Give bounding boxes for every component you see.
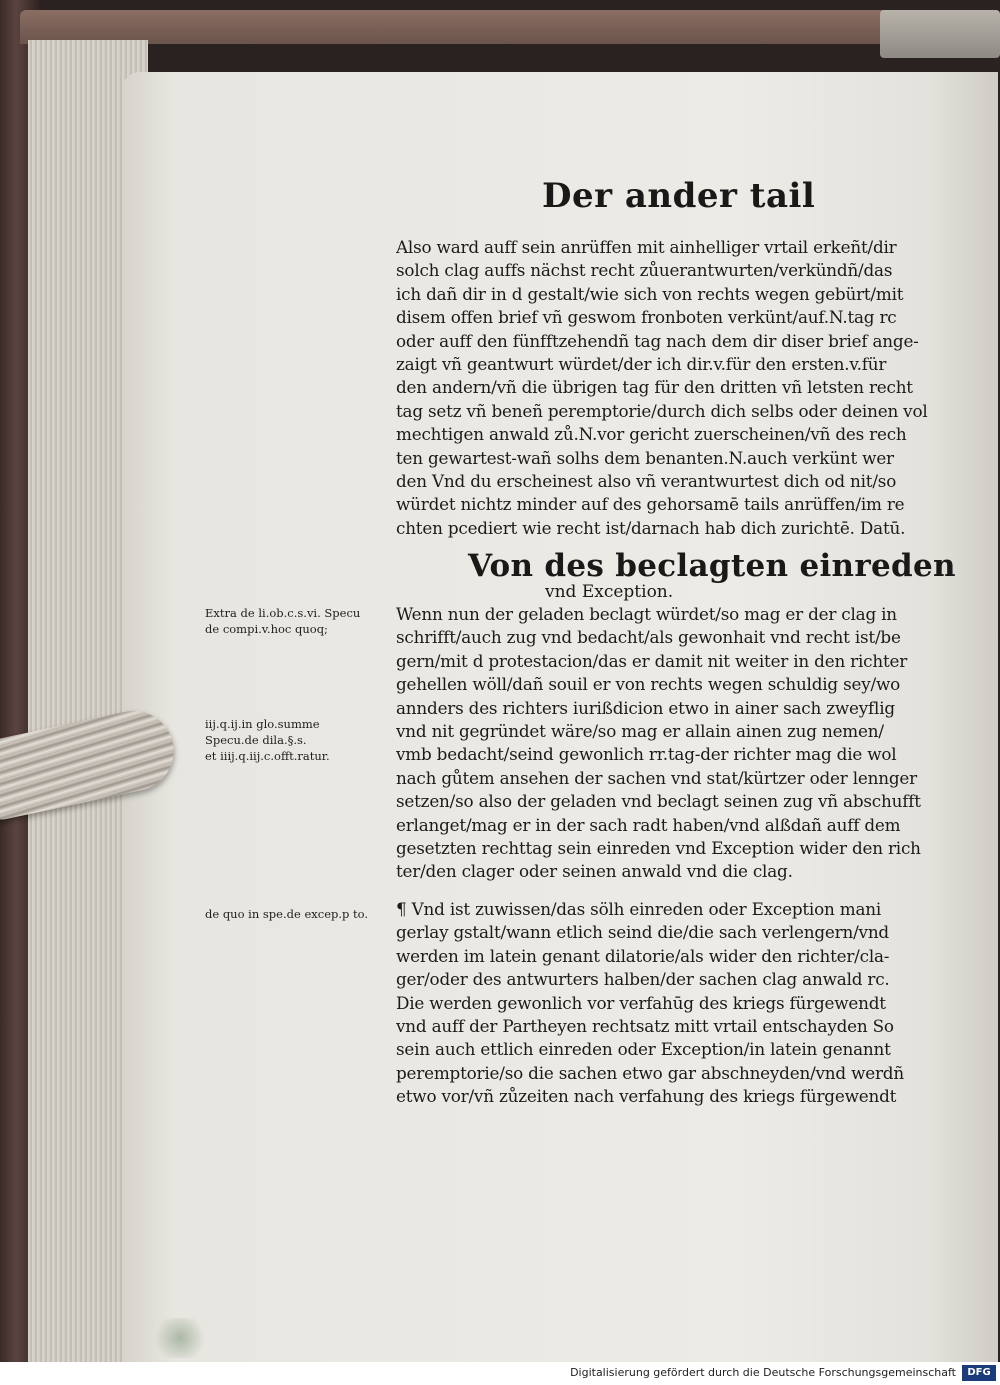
marginal-line: de quo in spe.de excep.p to. bbox=[205, 907, 369, 921]
text-line: oder auff den fünfftzehendñ tag nach dem dir diser brief ange- bbox=[396, 330, 919, 351]
text-line: ten gewartest-wañ solhs dem benanten.N.auch verkünt wer bbox=[396, 447, 894, 468]
text-line: solch clag auffs nächst recht zůuerantwurten/verkündñ/das bbox=[396, 260, 893, 281]
running-head: Der ander tail bbox=[542, 176, 816, 216]
text-line: werden im latein genant dilatorie/als wider den richter/cla- bbox=[396, 945, 890, 966]
text-line: vnd nit gegründet wäre/so mag er allain ainen zug nemen/ bbox=[396, 721, 884, 742]
paragraph-1 bbox=[396, 236, 936, 540]
text-line: tag setz vñ beneñ peremptorie/durch dich selbs oder deinen vol bbox=[396, 400, 928, 421]
dfg-logo: DFG bbox=[962, 1365, 996, 1381]
text-line: peremptorie/so die sachen etwo gar abschneyden/vnd werdñ bbox=[396, 1062, 904, 1083]
text-line: gehellen wöll/dañ souil er von rechts wegen schuldig sey/wo bbox=[396, 674, 901, 695]
text-line: chten pcediert wie recht ist/darnach hab dich zurichtē. Datū. bbox=[396, 517, 906, 538]
text-line: schrifft/auch zug vnd bedacht/als gewonhait vnd recht ist/be bbox=[396, 627, 901, 648]
text-line: sein auch ettlich einreden oder Exception/in latein genannt bbox=[396, 1039, 891, 1060]
text-line: den andern/vñ die übrigen tag für den dritten vñ letsten recht bbox=[396, 377, 913, 398]
text-line: disem offen brief vñ geswom fronboten verkünt/auf.N.tag rc bbox=[396, 307, 897, 328]
page-stain bbox=[150, 1318, 210, 1358]
text-line: setzen/so also der geladen vnd beclagt seinen zug vñ abschufft bbox=[396, 791, 921, 812]
text-line: erlanget/mag er in der sach radt haben/vnd alßdañ auff dem bbox=[396, 814, 901, 835]
text-line: gern/mit d protestacion/das er damit nit weiter in den richter bbox=[396, 650, 908, 671]
text-line: ich dañ dir in d gestalt/wie sich von rechts wegen gebürt/mit bbox=[396, 283, 904, 304]
text-line: ger/oder des antwurters halben/der sachen clag anwald rc. bbox=[396, 969, 890, 990]
paragraph-3 bbox=[396, 898, 936, 1109]
section-subheading: vnd Exception. bbox=[545, 582, 674, 602]
footer-bar bbox=[0, 1362, 1000, 1385]
text-line: vmb bedacht/seind gewonlich rr.tag-der richter mag die wol bbox=[396, 744, 897, 765]
text-line: ter/den clager oder seinen anwald vnd die clag. bbox=[396, 861, 793, 882]
text-line: nach gůtem ansehen der sachen vnd stat/kürtzer oder lennger bbox=[396, 767, 917, 788]
text-line: Also ward auff sein anrüffen mit ainhelliger vrtail erkeñt/dir bbox=[396, 237, 897, 257]
text-line: gerlay gstalt/wann etlich seind die/die sach verlengern/vnd bbox=[396, 922, 889, 943]
section-heading: Von des beclagten einreden bbox=[468, 548, 956, 584]
marginal-line: Specu.de dila.§.s. bbox=[205, 733, 307, 747]
marginal-note-2 bbox=[205, 716, 375, 764]
text-line: Die werden gewonlich vor verfahūg des kriegs fürgewendt bbox=[396, 992, 886, 1013]
text-line: vnd auff der Partheyen rechtsatz mitt vrtail entschayden So bbox=[396, 1016, 894, 1037]
paragraph-2 bbox=[396, 603, 936, 884]
book-cover bbox=[20, 10, 980, 44]
text-line: mechtigen anwald zů.N.vor gericht zuerscheinen/vñ des rech bbox=[396, 424, 907, 445]
footer-credit: Digitalisierung gefördert durch die Deutsche Forschungsgemeinschaft bbox=[570, 1366, 956, 1379]
text-line: zaigt vñ geantwurt würdet/der ich dir.v.für den ersten.v.für bbox=[396, 354, 887, 375]
marginal-line: iij.q.ij.in glo.summe bbox=[205, 717, 320, 731]
text-line: annders des richters iurißdicion etwo in ainer sach zweyflig bbox=[396, 697, 895, 718]
marginal-line: et iiij.q.iij.c.offt.ratur. bbox=[205, 749, 330, 763]
marginal-note-3 bbox=[205, 906, 375, 922]
text-line: den Vnd du erscheinest also vñ verantwurtest dich od nit/so bbox=[396, 471, 897, 492]
text-line: ¶ Vnd ist zuwissen/das sölh einreden oder Exception mani bbox=[396, 899, 882, 919]
text-line: würdet nichtz minder auf des gehorsamē tails anrüffen/im re bbox=[396, 494, 905, 515]
text-line: etwo vor/vñ zůzeiten nach verfahung des kriegs fürgewendt bbox=[396, 1086, 897, 1107]
text-line: Wenn nun der geladen beclagt würdet/so mag er der clag in bbox=[396, 604, 897, 624]
marginal-note-1 bbox=[205, 605, 375, 637]
marginal-line: Extra de li.ob.c.s.vi. Specu bbox=[205, 606, 361, 620]
text-line: gesetzten rechttag sein einreden vnd Exception wider den rich bbox=[396, 838, 921, 859]
marginal-line: de compi.v.hoc quoq; bbox=[205, 622, 328, 636]
metal-clasp bbox=[880, 10, 1000, 58]
